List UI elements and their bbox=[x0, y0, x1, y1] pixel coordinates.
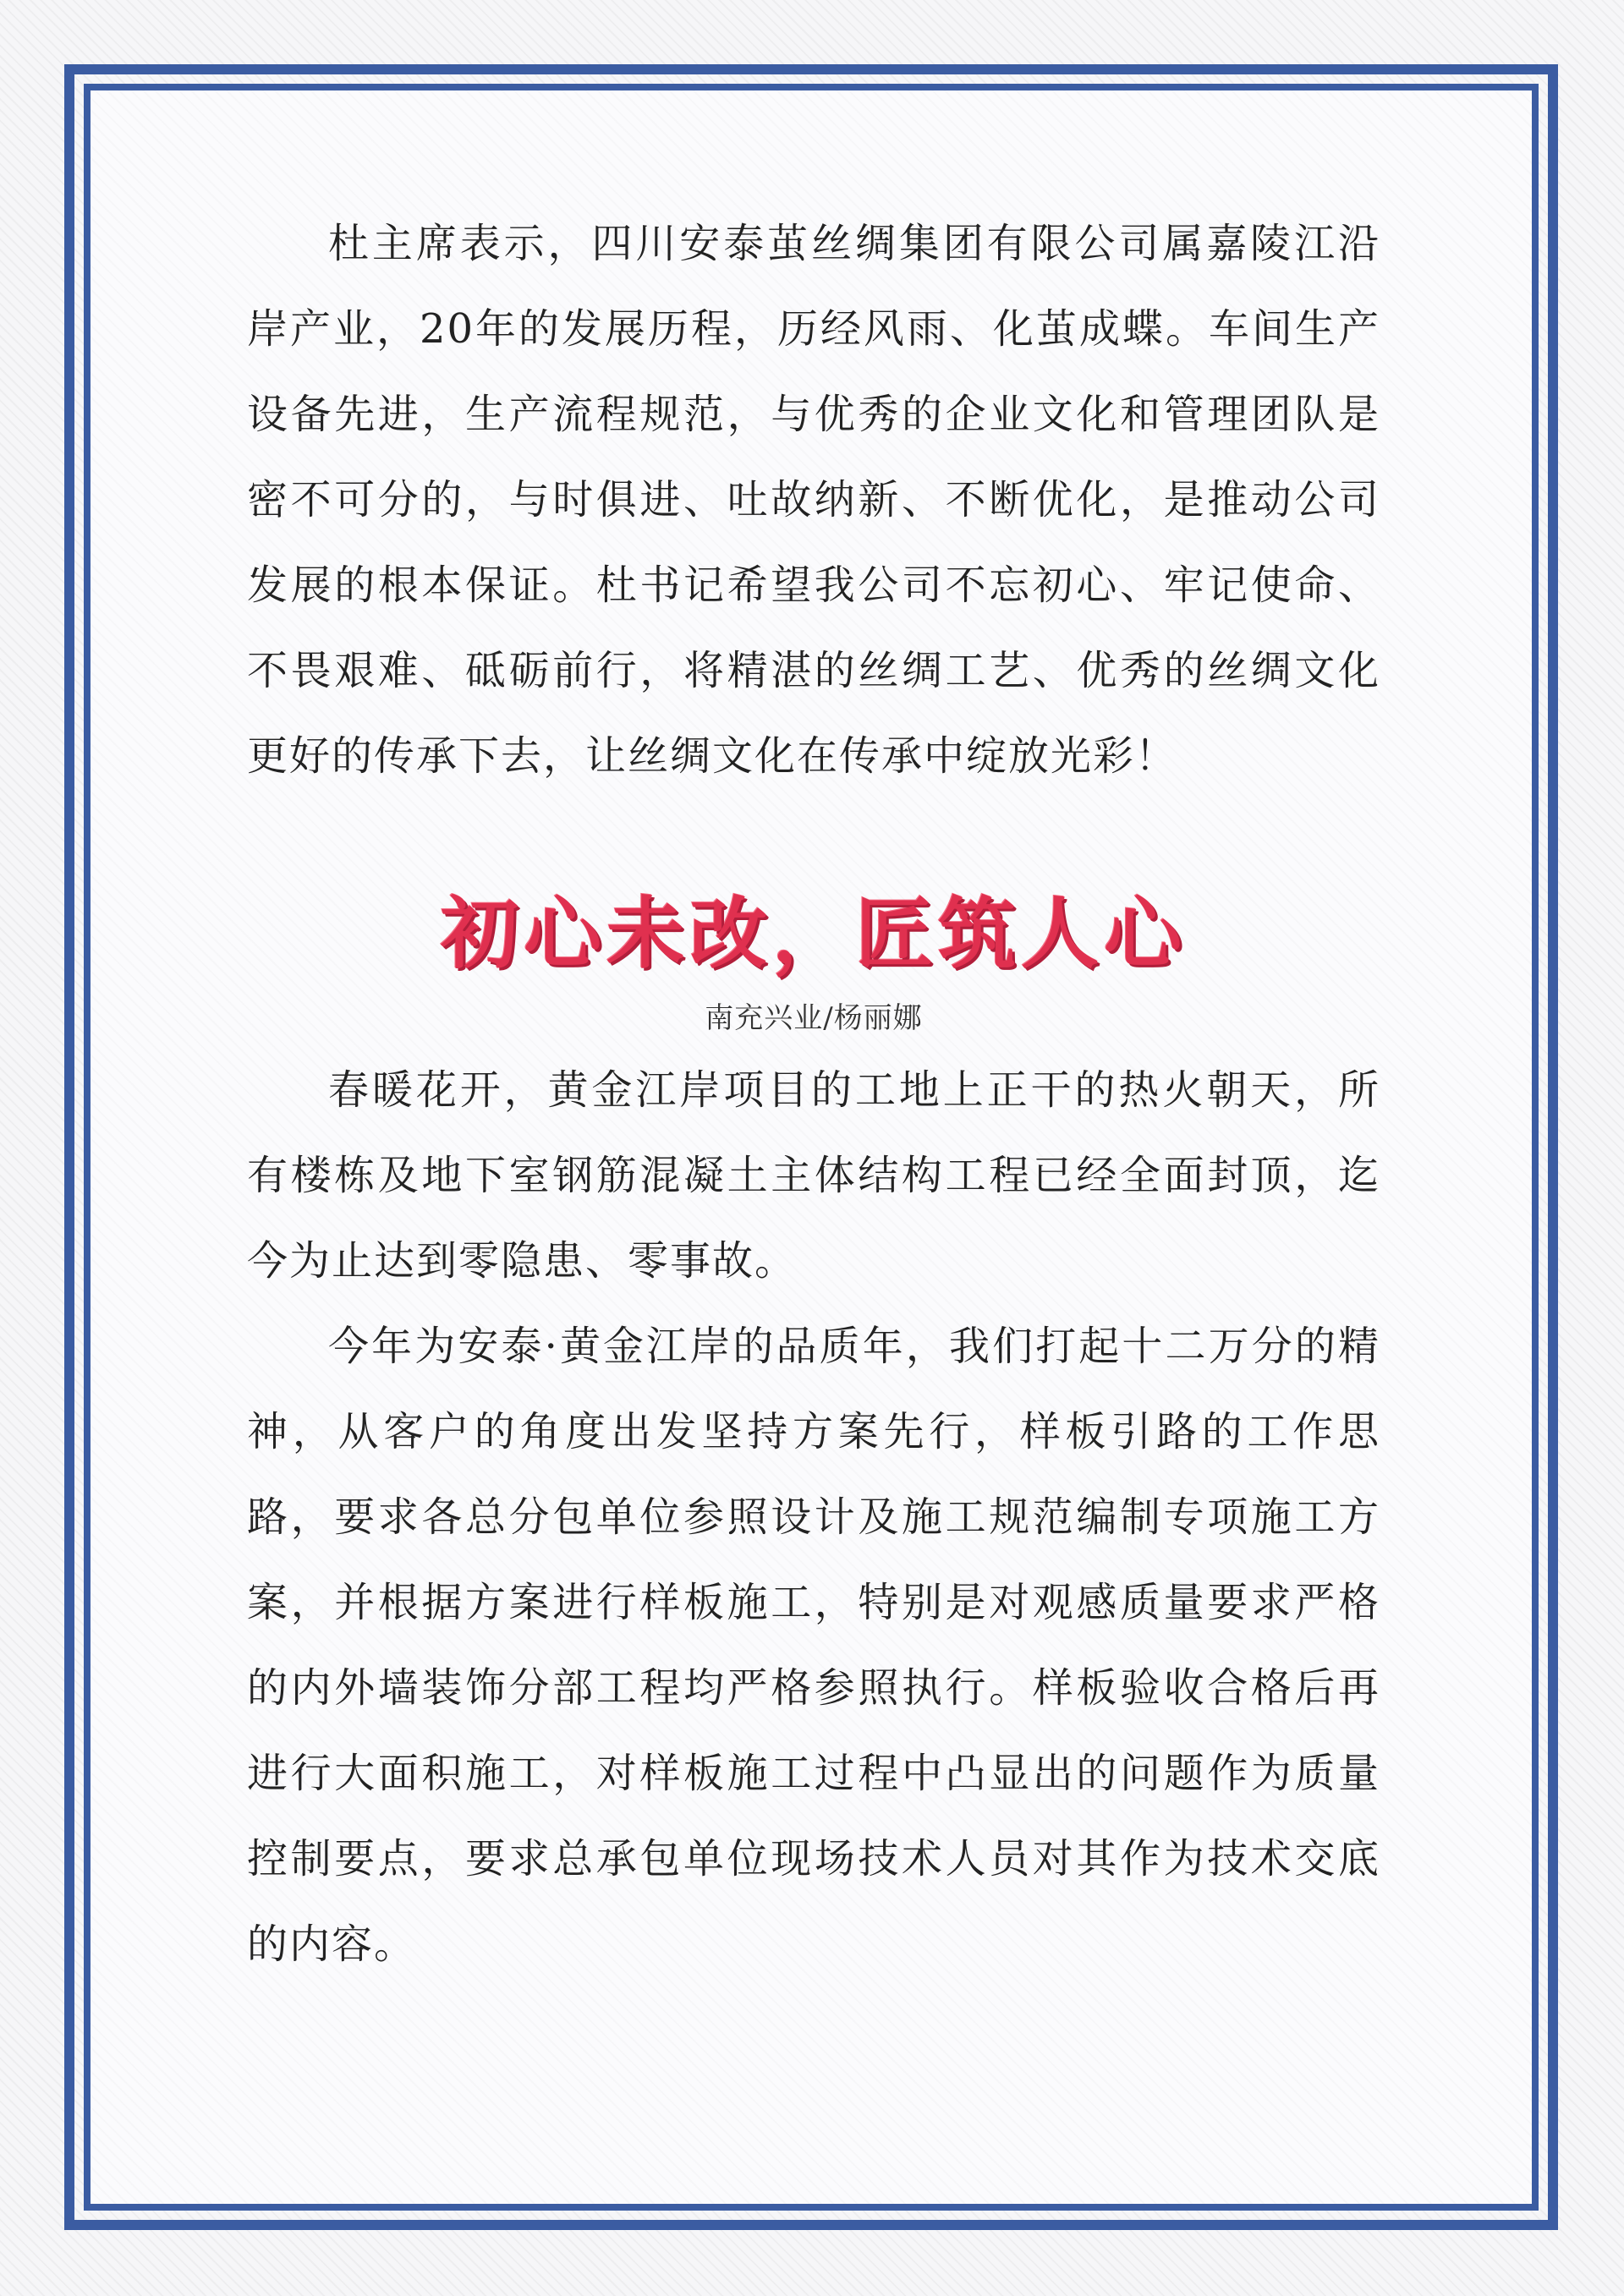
article2-title: 初心未改，匠筑人心 bbox=[440, 889, 1187, 979]
article2-paragraph-1: 春暖花开，黄金江岸项目的工地上正干的热火朝天，所有楼栋及地下室钢筋混凝土主体结构工程已经全面封顶，迄今为止达到零隐患、零事故。 bbox=[247, 1066, 1380, 1285]
article1-paragraph-1: 杜主席表示，四川安泰茧丝绸集团有限公司属嘉陵江沿岸产业，20年的发展历程，历经风雨、化茧成蝶。车间生产设备先进，生产流程规范，与优秀的企业文化和管理团队是密不可分的，与时俱进、吐故纳新、不断优化，是推动公司发展的根本保证。杜书记希望我公司不忘初心、牢记使命、不畏艰难、砥砺前行，将精湛的丝绸工艺、优秀的丝绸文化更好的传承下去，让丝绸文化在传承中绽放光彩！ bbox=[247, 220, 1380, 780]
article2-paragraph-2: 今年为安泰·黄金江岸的品质年，我们打起十二万分的精神，从客户的角度出发坚持方案先行，样板引路的工作思路，要求各总分包单位参照设计及施工规范编制专项施工方案，并根据方案进行样板施工，特别是对观感质量要求严格的内外墙装饰分部工程均严格参照执行。样板验收合格后再进行大面积施工，对样板施工过程中凸显出的问题作为质量控制要点，要求总承包单位现场技术人员对其作为技术交底的内容。 bbox=[247, 1323, 1380, 1968]
page-content bbox=[247, 201, 1380, 1987]
article2-byline: 南充兴业/杨丽娜 bbox=[705, 1001, 923, 1035]
